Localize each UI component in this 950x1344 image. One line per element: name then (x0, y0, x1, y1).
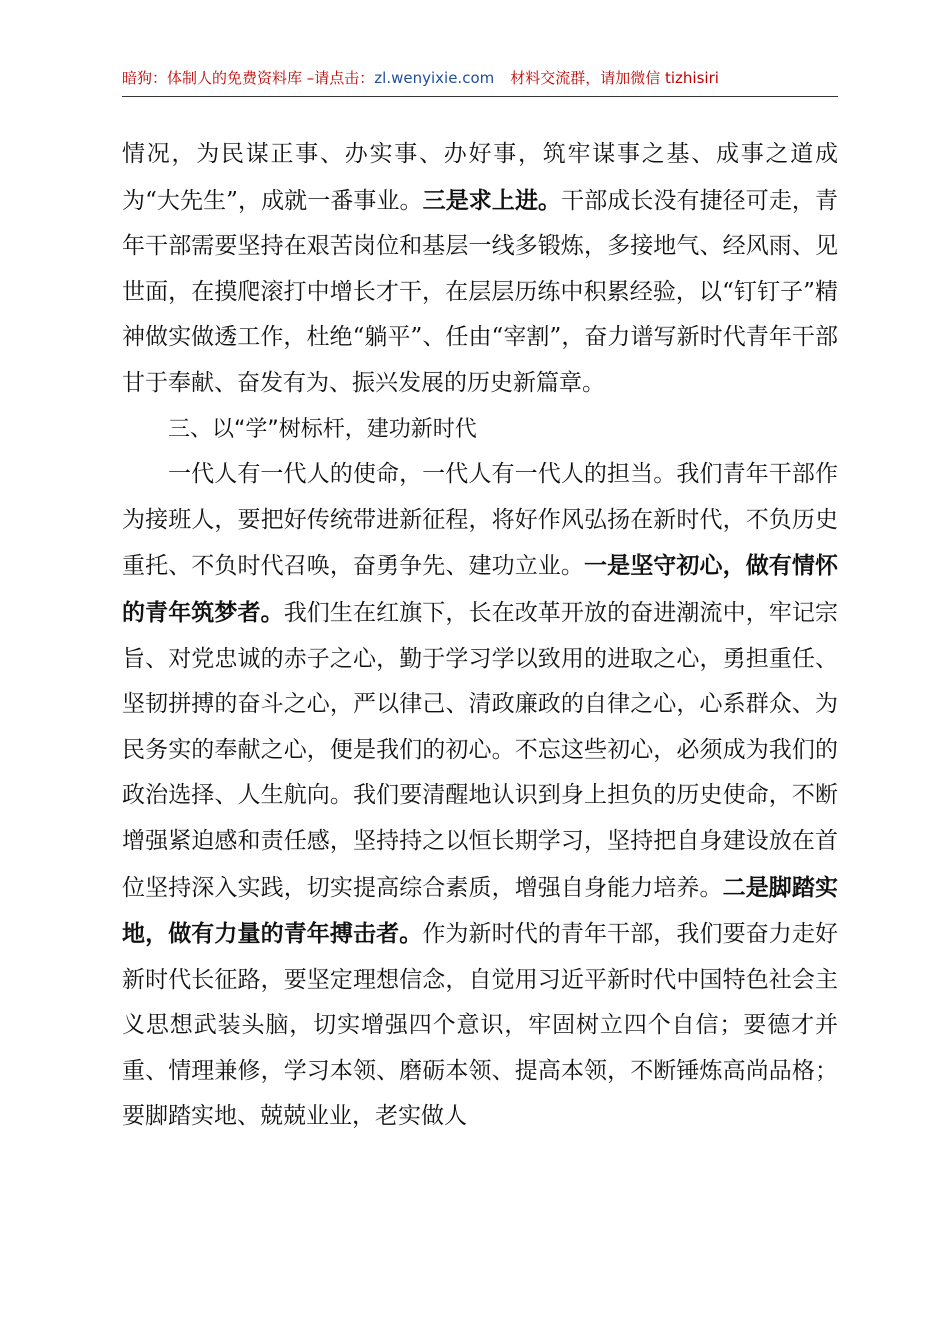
paragraph-2 (122, 452, 838, 1140)
paragraph-2-bold-2: 二是脚踏实地，做有力量的青年搏击者。 (122, 873, 839, 948)
paragraph-1-bold-1: 三是求上进。 (422, 186, 562, 214)
paragraph-1 (122, 132, 838, 407)
paragraph-1-text-1: 情况，为民谋正事、办实事、办好事，筑牢谋事之基、成事之道成为“大先生”，成就一番事业。 (122, 141, 838, 214)
paragraph-1-text-2: 干部成长没有捷径可走，青年干部需要坚持在艰苦岗位和基层一线多锻炼，多接地气、经风雨、见世面，在摸爬滚打中增长才干，在层层历练中积累经验，以“钉钉子”精神做实做透工作，杜绝“躺平”、任由“宰割”，奋力谱写新时代青年干部甘于奉献、奋发有为、振兴发展的历史新篇章。 (122, 187, 839, 396)
paragraph-2-bold-1: 一是坚守初心，做有情怀的青年筑梦者。 (122, 552, 839, 626)
header-link-prefix: –请点击： (302, 69, 375, 87)
document-body (122, 132, 838, 1140)
paragraph-2-text-1: 一代人有一代人的使命，一代人有一代人的担当。我们青年干部作为接班人，要把好传统带进新征程，将好作风弘扬在新时代，不负历史重托、不负时代召唤，奋勇争先、建功立业。 (122, 461, 838, 580)
paragraph-2-text-3: 作为新时代的青年干部，我们要奋力走好新时代长征路，要坚定理想信念，自觉用习近平新时代中国特色社会主义思想武装头脑，切实增强四个意识，牢固树立四个自信；要德才并重、情理兼修，学习本领、磨砺本领、提高本领，不断锤炼高尚品格；要脚踏实地、兢兢业业，老实做人 (122, 921, 839, 1130)
section-heading: 三、以“学”树标杆，建功新时代 (168, 416, 477, 442)
header-link[interactable]: zl.wenyixie.com (374, 69, 495, 87)
header-contact: 材料交流群，请加微信 tizhisiri (510, 69, 719, 87)
page-header (122, 66, 838, 97)
header-brand: 暗狗：体制人的免费资料库 (122, 69, 303, 87)
paragraph-2-text-2: 我们生在红旗下，长在改革开放的奋进潮流中，牢记宗旨、对党忠诚的赤子之心，勤于学习学以致用的进取之心，勇担重任、坚韧拼搏的奋斗之心，严以律己、清政廉政的自律之心，心系群众、为民务实的奉献之心，便是我们的初心。不忘这些初心，必须成为我们的政治选择、人生航向。我们要清醒地认识到身上担负的历史使命，不断增强紧迫感和责任感，坚持持之以恒长期学习，坚持把自身建设放在首位坚持深入实践，切实提高综合素质，增强自身能力培养。 (122, 599, 839, 901)
